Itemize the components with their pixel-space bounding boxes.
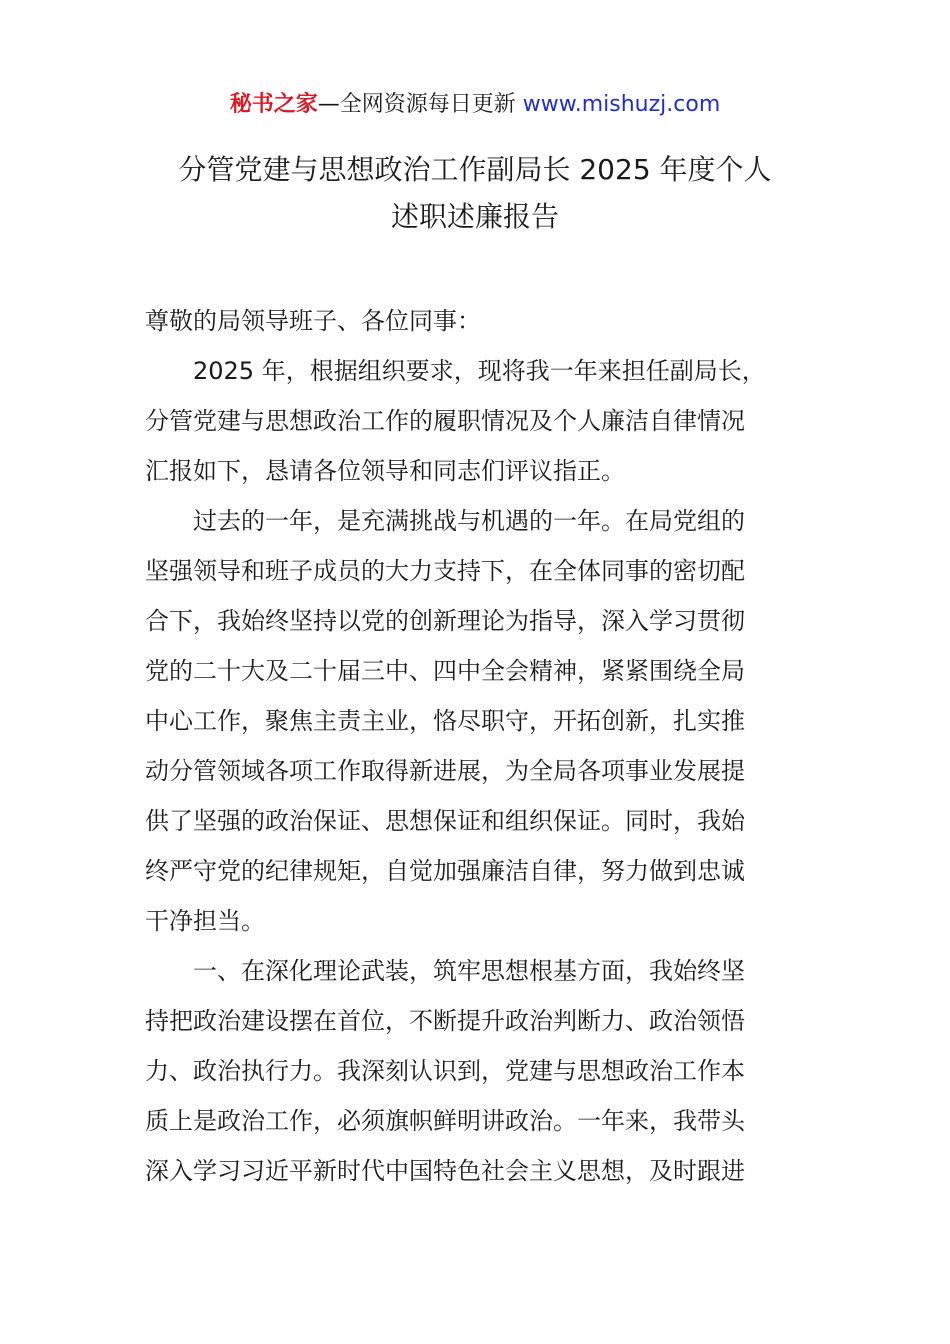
paragraph-3 — [145, 946, 807, 1196]
paragraph-line: 一、在深化理论武装，筑牢思想根基方面，我始终坚 — [193, 957, 745, 985]
title-line-2: 述职述廉报告 — [390, 200, 559, 233]
paragraph-line: 坚强领导和班子成员的大力支持下，在全体同事的密切配 — [145, 557, 745, 585]
paragraph-line: 汇报如下，恳请各位领导和同志们评议指正。 — [145, 457, 625, 485]
document-title — [140, 146, 810, 240]
paragraph-line: 2025 年，根据组织要求，现将我一年来担任副局长， — [193, 357, 766, 385]
paragraph-line: 供了坚强的政治保证、思想保证和组织保证。同时，我始 — [145, 807, 745, 835]
paragraph-line: 党的二十大及二十届三中、四中全会精神，紧紧围绕全局 — [145, 657, 745, 685]
salutation — [145, 296, 807, 346]
paragraph-2 — [145, 496, 807, 946]
paragraph-line: 分管党建与思想政治工作的履职情况及个人廉洁自律情况 — [145, 407, 745, 435]
paragraph-line: 终严守党的纪律规矩，自觉加强廉洁自律，努力做到忠诚 — [145, 857, 745, 885]
site-url[interactable]: www.mishuzj.com — [522, 92, 721, 117]
paragraph-line: 力、政治执行力。我深刻认识到，党建与思想政治工作本 — [145, 1057, 745, 1085]
title-line-1: 分管党建与思想政治工作副局长 2025 年度个人 — [178, 153, 772, 186]
paragraph-line: 干净担当。 — [145, 907, 265, 935]
paragraph-line: 质上是政治工作，必须旗帜鲜明讲政治。一年来，我带头 — [145, 1107, 745, 1135]
paragraph-1 — [145, 346, 807, 496]
paragraph-line: 深入学习习近平新时代中国特色社会主义思想，及时跟进 — [145, 1157, 745, 1185]
paragraph-line: 中心工作，聚焦主责主业，恪尽职守，开拓创新，扎实推 — [145, 707, 745, 735]
header-tagline: —全网资源每日更新 — [317, 92, 523, 117]
document-body — [145, 296, 807, 1196]
salutation-text: 尊敬的局领导班子、各位同事： — [145, 307, 481, 335]
brand-name: 秘书之家 — [229, 92, 318, 117]
site-header — [0, 88, 950, 122]
paragraph-line: 过去的一年，是充满挑战与机遇的一年。在局党组的 — [193, 507, 745, 535]
paragraph-line: 动分管领域各项工作取得新进展，为全局各项事业发展提 — [145, 757, 745, 785]
paragraph-line: 合下，我始终坚持以党的创新理论为指导，深入学习贯彻 — [145, 607, 745, 635]
paragraph-line: 持把政治建设摆在首位，不断提升政治判断力、政治领悟 — [145, 1007, 745, 1035]
